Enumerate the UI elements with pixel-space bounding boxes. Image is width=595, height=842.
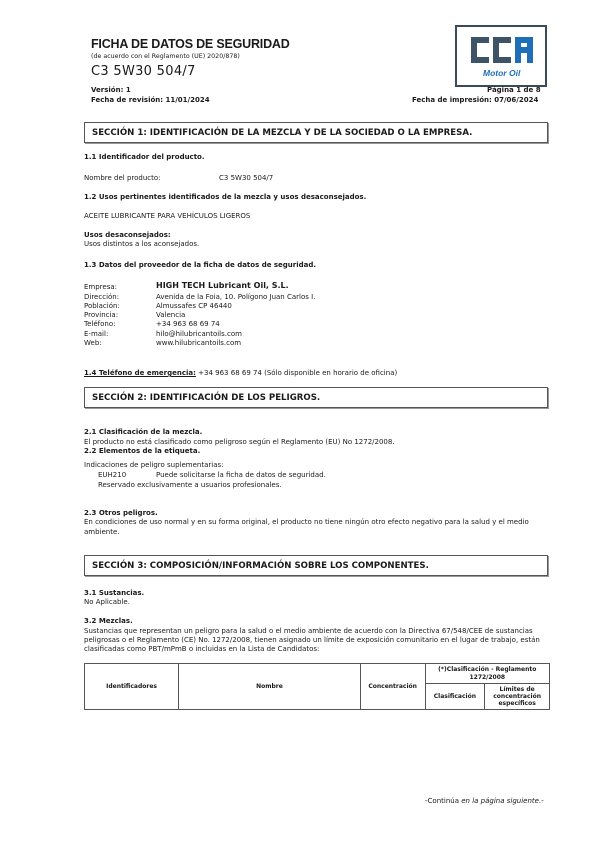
phone-label: Teléfono:: [84, 320, 116, 328]
unadvised-text: Usos distintos a los aconsejados.: [84, 240, 200, 248]
s32-title: 3.2 Mezclas.: [84, 617, 133, 625]
col-classification: Clasificación: [425, 684, 485, 710]
s23-line1: En condiciones de uso normal y en su forma original, el producto no tiene ningún otro efecto negativo para la salud y el medio: [84, 518, 529, 526]
product-name-value: C3 5W30 504/7: [219, 174, 274, 182]
address-label: Dirección:: [84, 293, 120, 301]
s21-title: 2.1 Clasificación de la mezcla.: [84, 428, 203, 436]
s12-title: 1.2 Usos pertinentes identificados de la mezcla y usos desaconsejados.: [84, 193, 367, 201]
print-date: Fecha de impresión: 07/06/2024: [412, 96, 539, 104]
province-label: Provincia:: [84, 311, 119, 319]
town-value: Almussafes CP 46440: [156, 302, 232, 310]
company-label: Empresa:: [84, 283, 118, 291]
s11-title: 1.1 Identificador del producto.: [84, 153, 205, 161]
company-logo: [455, 25, 547, 87]
unadvised-title: Usos desaconsejados:: [84, 231, 171, 239]
s31-text: No Aplicable.: [84, 598, 130, 606]
web-link[interactable]: www.hilubricantoils.com: [156, 339, 242, 347]
col-classification-group: (*)Clasificación - Reglamento 1272/2008: [425, 664, 549, 684]
revision-date: Fecha de revisión: 11/01/2024: [91, 96, 210, 104]
s21-text: El producto no está clasificado como peligroso según el Reglamento (EU) No 1272/2008.: [84, 438, 395, 446]
col-name: Nombre: [179, 664, 361, 710]
email-link[interactable]: hilo@hilubricantoils.com: [156, 330, 242, 338]
section-3-heading: SECCIÓN 3: COMPOSICIÓN/INFORMACIÓN SOBRE LOS COMPONENTES.: [84, 555, 548, 576]
product-name-label: Nombre del producto:: [84, 174, 161, 182]
web-label: Web:: [84, 339, 102, 347]
s22-intro: Indicaciones de peligro suplementarias:: [84, 461, 224, 469]
product-code: C3 5W30 504/7: [91, 64, 196, 79]
euh-text: Puede solicitarse la ficha de datos de seguridad.: [156, 471, 326, 479]
reserved-text: Reservado exclusivamente a usuarios profesionales.: [98, 481, 282, 489]
s13-title: 1.3 Datos del proveedor de la ficha de datos de seguridad.: [84, 261, 317, 269]
col-concentration: Concentración: [360, 664, 425, 710]
document-subtitle: (de acuerdo con el Reglamento (UE) 2020/878): [91, 53, 240, 60]
town-label: Población:: [84, 302, 120, 310]
section-1-heading: SECCIÓN 1: IDENTIFICACIÓN DE LA MEZCLA Y DE LA SOCIEDAD O LA EMPRESA.: [84, 122, 548, 143]
s32-line3: clasificadas como PBT/mPmB o incluidas en la Lista de Candidatos:: [84, 645, 320, 653]
s22-title: 2.2 Elementos de la etiqueta.: [84, 447, 201, 455]
continue-text: en la página siguiente.-: [461, 797, 544, 805]
s31-title: 3.1 Sustancias.: [84, 589, 145, 597]
phone-value: +34 963 68 69 74: [156, 320, 220, 328]
s32-line1: Sustancias que representan un peligro para la salud o el medio ambiente de acuerdo con la Directiva 67/548/CEE de sustancias: [84, 627, 533, 635]
col-specific-limits: Límites de concentración específicos: [485, 684, 550, 710]
s23-title: 2.3 Otros peligros.: [84, 509, 158, 517]
logo-text: Motor Oil: [483, 68, 521, 78]
continue-prefix: -Continúa: [425, 797, 459, 805]
s32-line2: peligrosas o el Reglamento (CE) No. 1272/2008, tienen asignado un límite de exposición comunitario en el lugar de trabajo, están: [84, 636, 540, 644]
address-value: Avenida de la Foia, 10. Polígono Juan Carlos I.: [156, 293, 316, 301]
s14-title: 1.4 Teléfono de emergencia:: [84, 369, 196, 377]
continue-note: [425, 797, 544, 805]
section-2-heading: SECCIÓN 2: IDENTIFICACIÓN DE LOS PELIGROS.: [84, 387, 548, 408]
identified-use: ACEITE LUBRICANTE PARA VEHÍCULOS LIGEROS: [84, 212, 251, 220]
s23-line2: ambiente.: [84, 528, 120, 536]
euh-code: EUH210: [98, 471, 127, 479]
s14-text: +34 963 68 69 74 (Sólo disponible en horario de oficina): [198, 369, 398, 377]
col-identifiers: Identificadores: [85, 664, 179, 710]
components-table: [84, 663, 550, 710]
province-value: Valencia: [156, 311, 186, 319]
page-number: Página 1 de 8: [487, 86, 541, 94]
email-label: E-mail:: [84, 330, 109, 338]
document-title: FICHA DE DATOS DE SEGURIDAD: [91, 37, 290, 51]
version: Versión: 1: [91, 86, 131, 94]
emergency-phone-line: [84, 369, 397, 377]
company-name: HIGH TECH Lubricant Oil, S.L.: [156, 281, 289, 290]
